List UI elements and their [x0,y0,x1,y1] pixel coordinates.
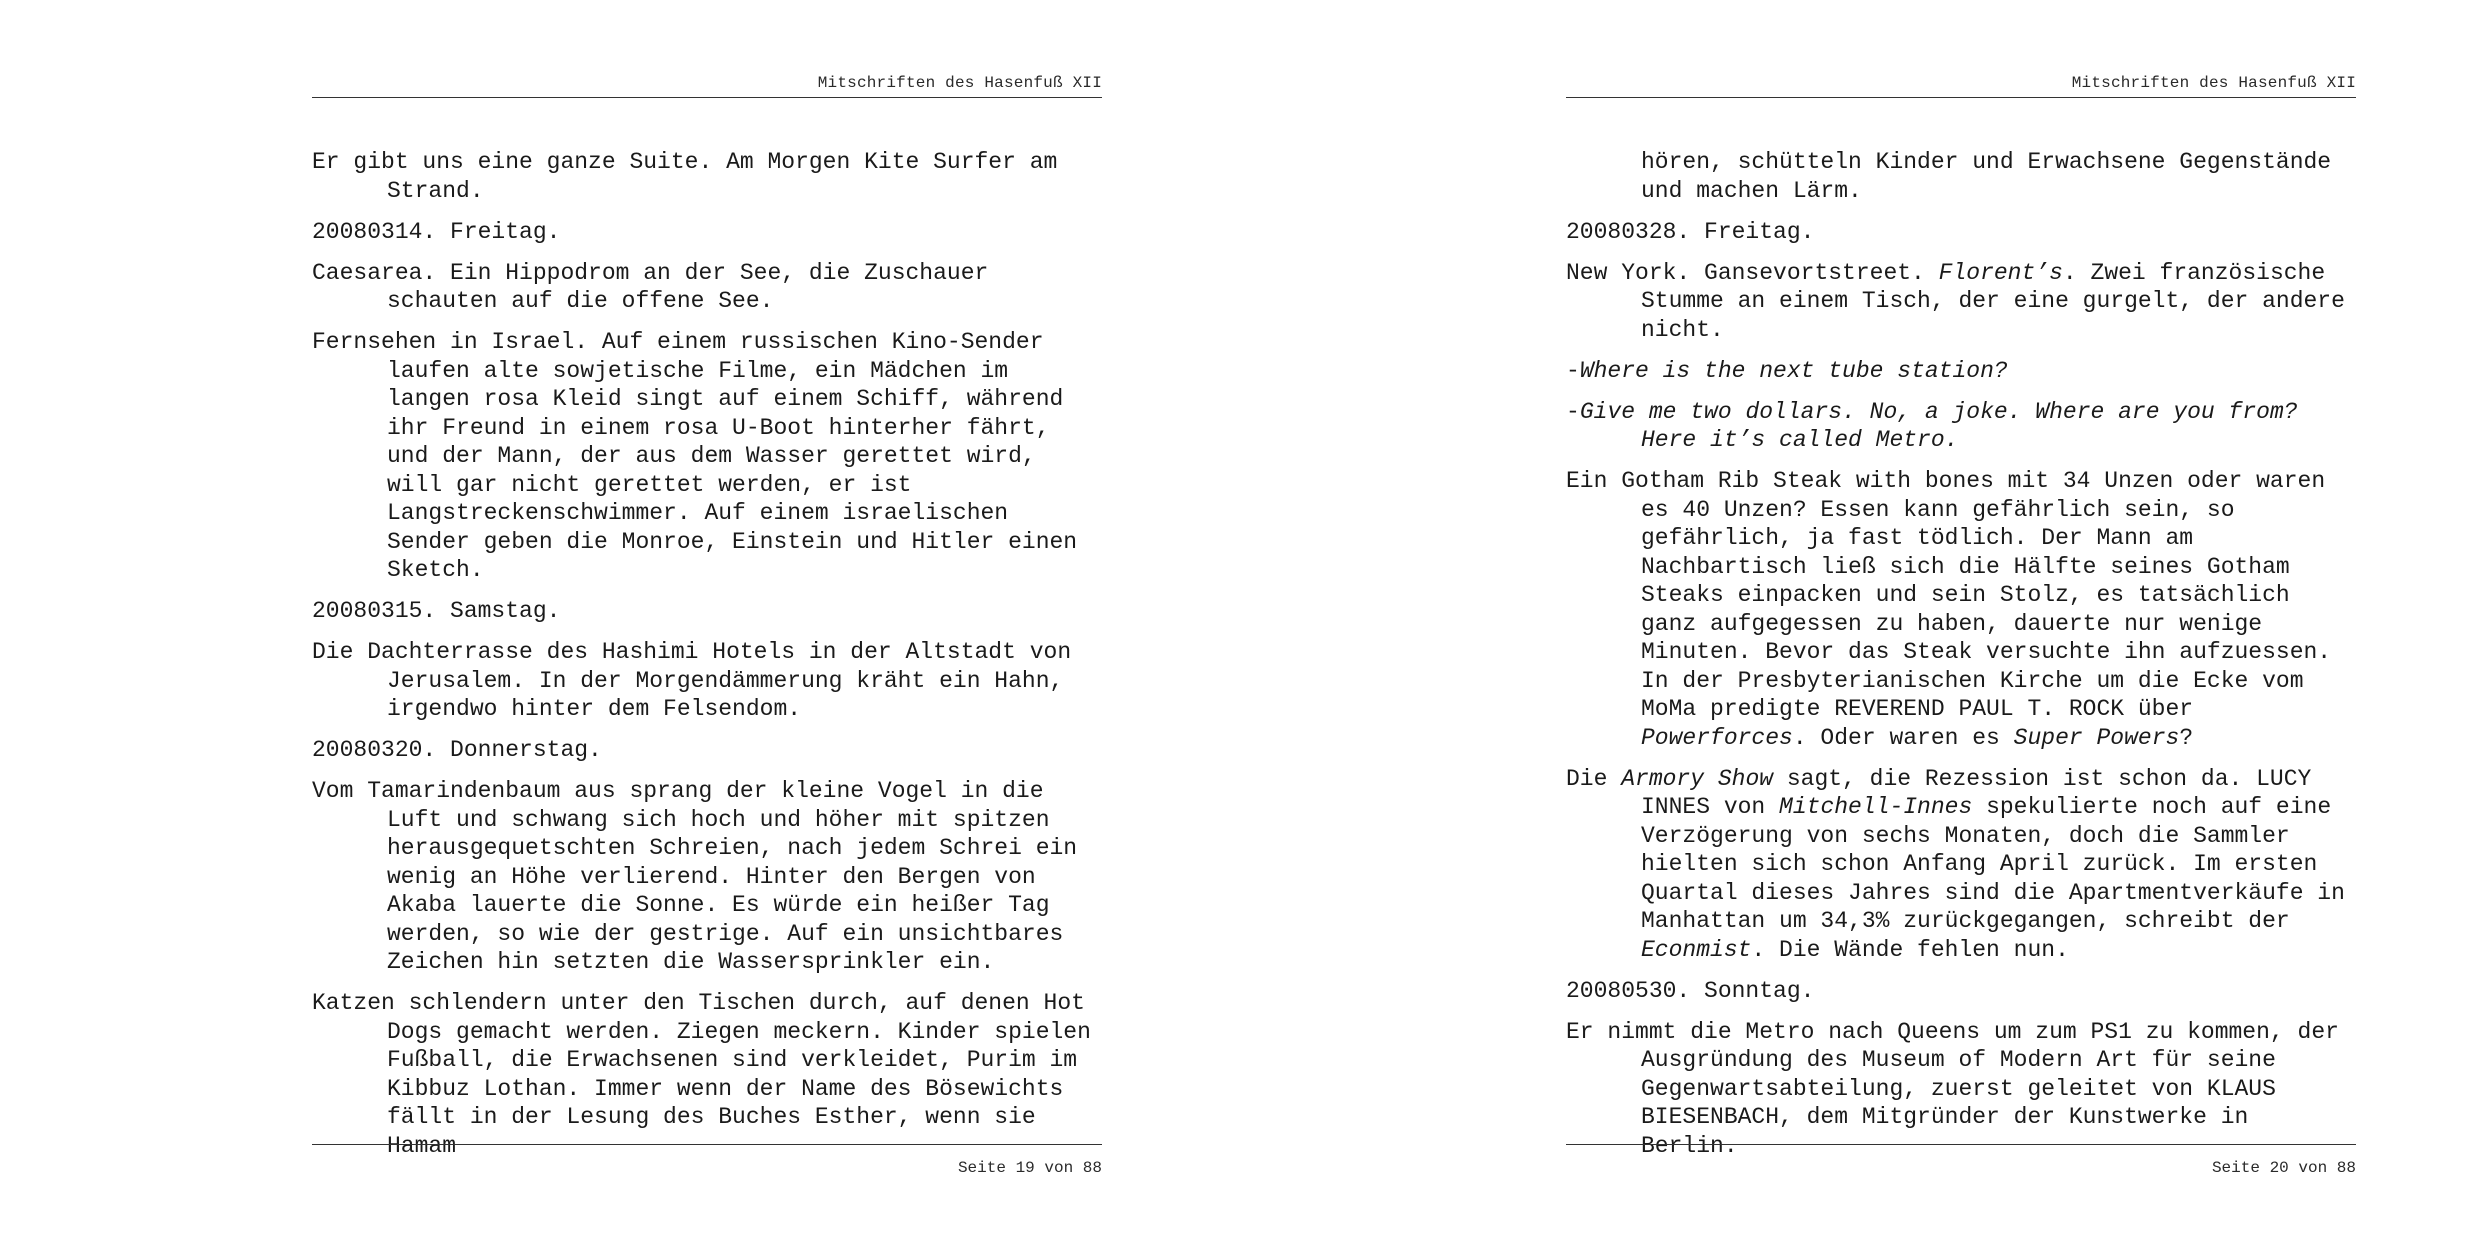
paragraph-tamarind: Vom Tamarindenbaum aus sprang der kleine Vogel in die Luft und schwang sich hoch und höher mit spitzen herausgequetschten Schreien, nach jedem Schrei ein wenig an Höhe verlierend. Hinter den Bergen von Akaba lauerte die Sonne. Es würde ein heißer Tag werden, so wie der gestrige. Auf ein unsichtbares Zeichen hin setzten die Wassersprinkler ein. [312,778,1078,975]
paragraph-purim: Katzen schlendern unter den Tischen durch, auf denen Hot Dogs gemacht werden. Ziegen meckern. Kinder spielen Fußball, die Erwachsenen sind verkleidet, Purim im Kibbuz Lothan. Immer wenn der Name des Bösewichts fällt in der Lesung des Buches Esther, wenn sie Hamam [312,990,1091,1159]
date-heading: 20080320. Donnerstag. [312,737,602,763]
paragraph-queens: Er nimmt die Metro nach Queens um zum PS1 zu kommen, der Ausgründung des Museum of Modern Art für seine Gegenwartsabteilung, zuerst geleitet von KLAUS BIESENBACH, dem Mitgründer der Kunstwerke in Berlin. [1566,1018,2339,1159]
page-number: Seite 19 von 88 [957,1159,1102,1177]
paragraph-new-york: New York. Gansevortstreet. Florent’s. Zwei französische Stumme an einem Tisch, der eine gurgelt, der andere nicht. [1566,259,2345,343]
page-number: Seite 20 von 88 [2211,1159,2356,1177]
dialog-line: -Give me two dollars. No, a joke. Where are you from? Here it’s called Metro. [1566,398,2298,453]
paragraph-tv-israel: Fernsehen in Israel. Auf einem russischen Kino-Sender laufen alte sowjetische Filme, ein Mädchen im langen rosa Kleid singt auf einem Schiff, während ihr Freund in einem rosa U-Boot hinterher fährt, und der Mann, der aus dem Wasser gerettet wird, will gar nicht gerettet werden, er ist Langstreckenschwimmer. Auf einem israelischen Sender geben die Monroe, Einstein und Hitler einen Sketch. [312,329,1078,583]
paragraph-armory-show: Die Armory Show sagt, die Rezession ist schon da. LUCY INNES von Mitchell-Innes spekulierte noch auf eine Verzögerung von sechs Monaten, doch die Sammler hielten sich schon Anfang April zurück. Im ersten Quartal dieses Jahres sind die Apartmentverkäufe in Manhattan um 34,3% zurückgegangen, schreibt der Econmist. Die Wände fehlen nun. [1566,765,2345,963]
page-20 [1566,0,2356,1240]
footer-rule [312,1144,1102,1145]
dialog-line: -Where is the next tube station? [1566,357,2008,384]
paragraph-jerusalem: Die Dachterrasse des Hashimi Hotels in der Altstadt von Jerusalem. In der Morgendämmerung kräht ein Hahn, irgendwo hinter dem Felsendom. [312,639,1072,722]
paragraph-suite: Er gibt uns eine ganze Suite. Am Morgen Kite Surfer am Strand. [312,149,1058,204]
date-heading: 20080314. Freitag. [312,218,561,245]
running-header: Mitschriften des Hasenfuß XII [817,74,1102,92]
paragraph-continuation: hören, schütteln Kinder und Erwachsene Gegenstände und machen Lärm. [1641,149,2332,204]
page-body [312,148,1102,1173]
header-rule [312,97,1102,98]
header-rule [1566,97,2356,98]
page-19 [312,0,1102,1240]
page-body [1566,148,2356,1173]
date-heading: 20080315. Samstag. [312,598,561,624]
footer-rule [1566,1144,2356,1145]
date-heading: 20080328. Freitag. [1566,218,1815,245]
running-header: Mitschriften des Hasenfuß XII [2071,74,2356,92]
date-heading: 20080530. Sonntag. [1566,977,1815,1004]
paragraph-steak: Ein Gotham Rib Steak with bones mit 34 Unzen oder waren es 40 Unzen? Essen kann gefährlich sein, so gefährlich, ja fast tödlich. Der Mann am Nachbartisch ließ sich die Hälfte seines Gotham Steaks einpacken und sein Stolz, es tatsächlich ganz aufgegessen zu haben, dauerte nur wenige Minuten. Bevor das Steak versuchte ihn aufzuessen. In der Presbyterianischen Kirche um die Ecke vom MoMa predigte REVEREND PAUL T. ROCK über Powerforces. Oder waren es Super Powers? [1566,468,2332,751]
paragraph-caesarea: Caesarea. Ein Hippodrom an der See, die Zuschauer schauten auf die offene See. [312,259,989,314]
